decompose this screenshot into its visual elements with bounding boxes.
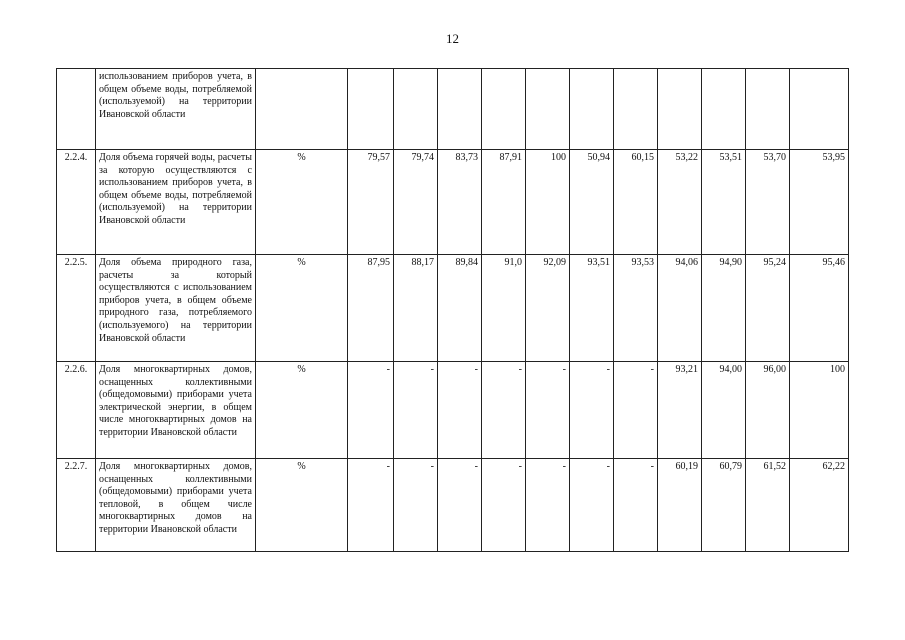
indicators-table bbox=[56, 68, 849, 552]
value-cell: 79,57 bbox=[348, 150, 394, 255]
value-cell bbox=[702, 69, 746, 150]
value-cell: 95,46 bbox=[790, 255, 849, 362]
page-number: 12 bbox=[446, 31, 459, 46]
value-cell: - bbox=[438, 362, 482, 459]
value-cell: 87,91 bbox=[482, 150, 526, 255]
indicator-description: Доля многоквартирных домов, оснащенных коллективными (общедомовыми) приборами учета тепловой, в общем числе многоквартирных домов на территории Ивановской области bbox=[96, 459, 256, 552]
value-cell: 100 bbox=[526, 150, 570, 255]
unit-cell: % bbox=[256, 255, 348, 362]
value-cell: - bbox=[394, 459, 438, 552]
table-row bbox=[57, 362, 849, 459]
row-number: 2.2.6. bbox=[57, 362, 96, 459]
unit-cell: % bbox=[256, 150, 348, 255]
table-body bbox=[57, 69, 849, 552]
unit-cell: % bbox=[256, 362, 348, 459]
value-cell: 92,09 bbox=[526, 255, 570, 362]
value-cell bbox=[614, 69, 658, 150]
value-cell bbox=[790, 69, 849, 150]
value-cell: 100 bbox=[790, 362, 849, 459]
value-cell: - bbox=[482, 459, 526, 552]
value-cell: 94,06 bbox=[658, 255, 702, 362]
value-cell: - bbox=[438, 459, 482, 552]
value-cell bbox=[394, 69, 438, 150]
value-cell: - bbox=[348, 362, 394, 459]
table-row bbox=[57, 69, 849, 150]
value-cell bbox=[482, 69, 526, 150]
value-cell: 62,22 bbox=[790, 459, 849, 552]
value-cell: 88,17 bbox=[394, 255, 438, 362]
unit-cell bbox=[256, 69, 348, 150]
value-cell bbox=[438, 69, 482, 150]
value-cell: - bbox=[394, 362, 438, 459]
indicator-description: Доля объема природного газа, расчеты за который осуществляются с использованием приборов учета, в общем объеме природного газа, потребляемого (используемого) на территории Ивановской области bbox=[96, 255, 256, 362]
value-cell: - bbox=[570, 362, 614, 459]
value-cell: 93,53 bbox=[614, 255, 658, 362]
table-row bbox=[57, 150, 849, 255]
value-cell: 93,51 bbox=[570, 255, 614, 362]
indicator-description: использованием приборов учета, в общем объеме воды, потребляемой (используемой) на территории Ивановской области bbox=[96, 69, 256, 150]
value-cell: - bbox=[570, 459, 614, 552]
value-cell: 95,24 bbox=[746, 255, 790, 362]
row-number: 2.2.4. bbox=[57, 150, 96, 255]
value-cell: 93,21 bbox=[658, 362, 702, 459]
value-cell: 79,74 bbox=[394, 150, 438, 255]
value-cell: 53,70 bbox=[746, 150, 790, 255]
row-number: 2.2.7. bbox=[57, 459, 96, 552]
value-cell: 60,19 bbox=[658, 459, 702, 552]
value-cell: 53,95 bbox=[790, 150, 849, 255]
value-cell: - bbox=[482, 362, 526, 459]
value-cell: 83,73 bbox=[438, 150, 482, 255]
value-cell bbox=[658, 69, 702, 150]
value-cell: 89,84 bbox=[438, 255, 482, 362]
table-row bbox=[57, 459, 849, 552]
value-cell: - bbox=[526, 459, 570, 552]
value-cell: 87,95 bbox=[348, 255, 394, 362]
value-cell: 53,51 bbox=[702, 150, 746, 255]
value-cell: 91,0 bbox=[482, 255, 526, 362]
unit-cell: % bbox=[256, 459, 348, 552]
table-row bbox=[57, 255, 849, 362]
row-number bbox=[57, 69, 96, 150]
indicator-description: Доля многоквартирных домов, оснащенных коллективными (общедомовыми) приборами учета электрической энергии, в общем числе многоквартирных домов на территории Ивановской области bbox=[96, 362, 256, 459]
value-cell: - bbox=[614, 459, 658, 552]
value-cell: - bbox=[614, 362, 658, 459]
value-cell: 53,22 bbox=[658, 150, 702, 255]
value-cell: 50,94 bbox=[570, 150, 614, 255]
value-cell: - bbox=[348, 459, 394, 552]
value-cell: 96,00 bbox=[746, 362, 790, 459]
value-cell: 60,79 bbox=[702, 459, 746, 552]
indicator-description: Доля объема горячей воды, расчеты за которую осуществляются с использованием приборов учета, в общем объеме воды, потребляемой (используемой) на территории Ивановской области bbox=[96, 150, 256, 255]
row-number: 2.2.5. bbox=[57, 255, 96, 362]
value-cell: 94,00 bbox=[702, 362, 746, 459]
value-cell bbox=[746, 69, 790, 150]
value-cell: 60,15 bbox=[614, 150, 658, 255]
value-cell bbox=[348, 69, 394, 150]
value-cell bbox=[526, 69, 570, 150]
value-cell bbox=[570, 69, 614, 150]
value-cell: 94,90 bbox=[702, 255, 746, 362]
value-cell: - bbox=[526, 362, 570, 459]
value-cell: 61,52 bbox=[746, 459, 790, 552]
